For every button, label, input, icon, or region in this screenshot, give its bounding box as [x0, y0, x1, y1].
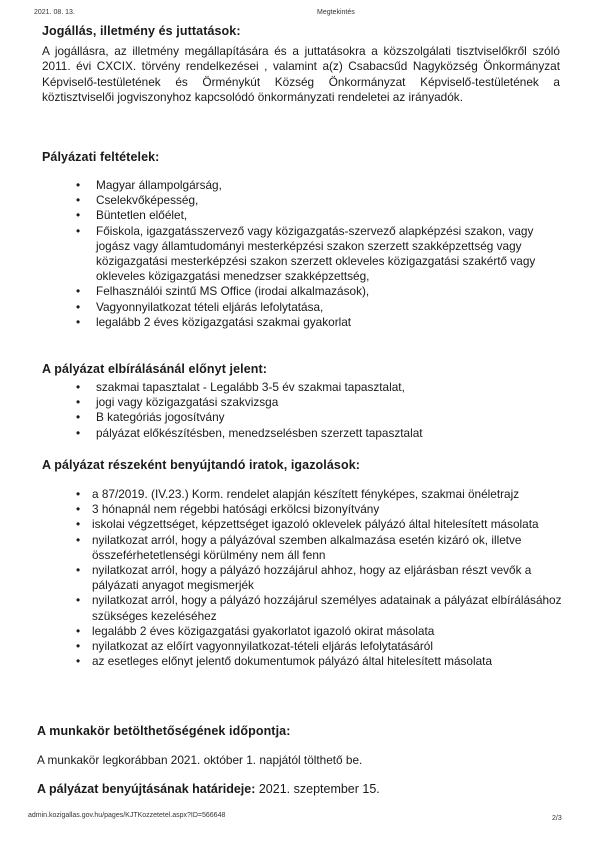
heading-betoltes: A munkakör betölthetőségének időpontja: — [37, 724, 291, 738]
list-item: • Vagyonnyilatkozat tételi eljárás lefolytatása, — [76, 300, 566, 315]
list-item: • nyilatkozat arról, hogy a pályázó hozzájárul személyes adatainak a pályázat elbírálásához szükséges kezeléséhez — [76, 593, 576, 623]
list-item: • nyilatkozat arról, hogy a pályázóval szemben alkalmazása esetén kizáró ok, illetve összeférhetetlenségi körülmény nem áll fenn — [76, 533, 576, 563]
list-item: • iskolai végzettséget, képzettséget igazoló oklevelek pályázó által hitelesített másolata — [76, 517, 576, 532]
list-item: • pályázat előkészítésben, menedzselésben szerzett tapasztalat — [76, 426, 536, 441]
deadline-value: 2021. szeptember 15. — [258, 782, 380, 796]
heading-iratok: A pályázat részeként benyújtandó iratok, igazolások: — [42, 458, 361, 472]
list-feltetelek — [76, 178, 566, 330]
heading-elony: A pályázat elbírálásánál előnyt jelent: — [42, 362, 268, 376]
list-item: • legalább 2 éves közigazgatási gyakorlatot igazoló okirat másolata — [76, 624, 576, 639]
print-date: 2021. 08. 13. — [34, 9, 75, 16]
heading-jogallas: Jogállás, illetmény és juttatások: — [42, 24, 241, 38]
list-item: • B kategóriás jogosítvány — [76, 410, 536, 425]
list-item: • legalább 2 éves közigazgatási szakmai gyakorlat — [76, 315, 566, 330]
list-item: • a 87/2019. (IV.23.) Korm. rendelet alapján készített fényképes, szakmai önéletrajz — [76, 487, 576, 502]
heading-feltetelek: Pályázati feltételek: — [42, 150, 160, 164]
list-item: • az esetleges előnyt jelentő dokumentumok pályázó által hitelesített másolata — [76, 654, 576, 669]
list-item: • Főiskola, igazgatásszervező vagy közigazgatás-szervező alapképzési szakon, vagy jogász vagy államtudományi mesterképzési szakon szerzett szakképzettség vagy közigazgatási mesterképzési szakon szerzett okleveles közigazgatási szakértő vagy okleveles közigazgatási menedzser szakképzettség, — [76, 224, 566, 285]
list-item: • Felhasználói szintű MS Office (irodai alkalmazások), — [76, 284, 566, 299]
list-item: • Büntetlen előélet, — [76, 208, 566, 223]
text-betoltes: A munkakör legkorábban 2021. október 1. napjától tölthető be. — [37, 753, 363, 767]
paragraph-jogallas: A jogállásra, az illetmény megállapítására és a juttatásokra a közszolgálati tisztviselőkről szóló 2011. évi CXCIX. törvény rendelkezései , valamint a(z) Csabacsűd Nagyközség Önkormányzat Képviselő-testületének és Örménykút Község Önkormányzat Képviselő-testületének a köztisztviselői jogviszonyhoz kapcsolódó önkormányzati rendeletei az irányadók. — [42, 44, 560, 105]
footer-url: admin.kozigallas.gov.hu/pages/KJTKozzetetel.aspx?ID=566648 — [28, 812, 226, 819]
deadline-label: A pályázat benyújtásának határideje: — [37, 782, 256, 796]
deadline-line — [37, 782, 380, 796]
list-item: • 3 hónapnál nem régebbi hatósági erkölcsi bizonyítvány — [76, 502, 576, 517]
list-item: • nyilatkozat az előírt vagyonnyilatkozat-tételi eljárás lefolytatásáról — [76, 639, 576, 654]
list-item: • jogi vagy közigazgatási szakvizsga — [76, 395, 536, 410]
list-item: • szakmai tapasztalat - Legalább 3-5 év szakmai tapasztalat, — [76, 380, 536, 395]
print-title: Megtekintés — [317, 9, 355, 16]
page-number: 2/3 — [552, 815, 562, 822]
list-item: • Magyar állampolgárság, — [76, 178, 566, 193]
list-elony — [76, 380, 536, 441]
list-iratok — [76, 487, 576, 669]
list-item: • nyilatkozat arról, hogy a pályázó hozzájárul ahhoz, hogy az eljárásban részt vevők a pályázati anyagot megismerjék — [76, 563, 576, 593]
list-item: • Cselekvőképesség, — [76, 193, 566, 208]
